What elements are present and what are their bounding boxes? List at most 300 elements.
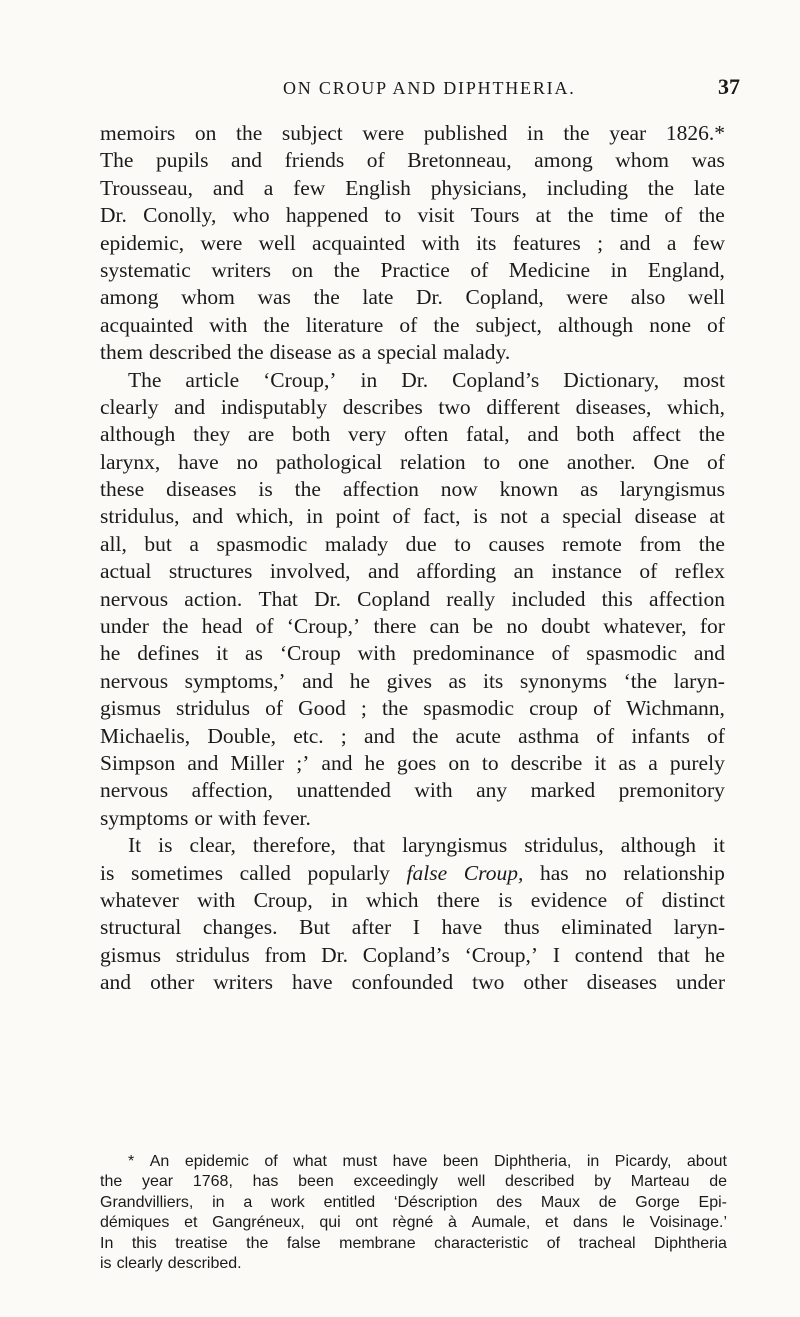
word: le [622, 1214, 635, 1232]
word: with [421, 230, 460, 255]
word: Double, [207, 723, 277, 748]
word: Dr. [314, 586, 341, 611]
word: Dr. [401, 367, 429, 392]
word: physicians, [430, 175, 527, 200]
word: as [618, 750, 637, 775]
word: about [686, 1153, 727, 1170]
word: of [593, 696, 612, 721]
word: both [576, 422, 615, 447]
word: contend [574, 942, 643, 967]
word: entitled [323, 1193, 376, 1211]
text-line [100, 695, 725, 722]
word: purely [669, 750, 725, 775]
word: both [291, 422, 331, 447]
word: nervous [100, 586, 169, 611]
word: therefore, [252, 833, 336, 858]
word: is [100, 860, 115, 885]
word: was [257, 285, 291, 310]
word: on [448, 750, 470, 775]
word: the [698, 203, 725, 228]
word: with [197, 887, 236, 912]
word: and [212, 175, 244, 200]
word: he [704, 942, 725, 967]
word: defines [137, 641, 200, 666]
word: Gorge [635, 1193, 680, 1211]
word: describes [342, 394, 423, 419]
word: gismus [100, 696, 161, 721]
word: I [552, 942, 561, 967]
word: But [299, 915, 331, 940]
word: head [201, 614, 243, 639]
word: ‘the [623, 668, 658, 693]
word: spasmodic [586, 641, 678, 666]
word: 1768, [192, 1173, 233, 1191]
text-line [100, 723, 725, 750]
word: confounded [351, 970, 454, 995]
word: described. [167, 1254, 242, 1272]
text-line [100, 640, 725, 667]
word: they [193, 422, 231, 447]
word: the [100, 1173, 123, 1191]
word: the [698, 422, 725, 447]
text-line [100, 613, 725, 640]
word: there [436, 887, 480, 912]
word: systematic [100, 257, 191, 282]
word: Tours [470, 203, 520, 228]
word: now [440, 477, 478, 502]
word: at [535, 203, 552, 228]
text-line [100, 668, 725, 695]
word: and [174, 394, 206, 419]
word: of [664, 203, 683, 228]
text-line [100, 942, 725, 969]
word: the [563, 121, 590, 145]
word: à [447, 1214, 457, 1232]
word: exceedingly [353, 1173, 438, 1191]
text-line [100, 750, 725, 777]
word: the [263, 312, 290, 337]
word: et [184, 1214, 198, 1232]
word: none [649, 312, 692, 337]
word: unattended [296, 778, 391, 803]
word: in [331, 887, 348, 912]
word: well [457, 1173, 486, 1191]
body-text [100, 120, 725, 997]
word: this [131, 1234, 157, 1252]
word: action. [184, 586, 243, 611]
word: marked [530, 778, 596, 803]
word: work [271, 1193, 305, 1211]
word: this [601, 586, 633, 611]
word: epidemic, [100, 230, 185, 255]
word: has [539, 860, 569, 885]
word: were [566, 285, 609, 310]
word: after [351, 915, 392, 940]
word: among [534, 148, 593, 173]
word: no [236, 449, 259, 474]
word: and [187, 750, 219, 775]
word: involved, [269, 559, 351, 584]
word: treatise [175, 1234, 228, 1252]
word: * [128, 1153, 135, 1170]
word: ; [340, 723, 347, 748]
word: Copland’s [362, 942, 450, 967]
word: Practice [380, 257, 450, 282]
word: writers [213, 970, 273, 995]
text-line [100, 449, 725, 476]
word: are [247, 422, 275, 447]
text-line [100, 394, 725, 421]
word: of [639, 559, 658, 584]
word: Dr. [100, 203, 127, 228]
word: laryn- [673, 915, 725, 940]
word: of [265, 696, 284, 721]
word: Gangréneux, [212, 1214, 305, 1232]
word: clearly [116, 1254, 163, 1272]
word: whatever, [603, 614, 687, 639]
word: is [498, 887, 513, 912]
word: ‘Croup [279, 641, 341, 666]
word: premonitory [618, 778, 725, 803]
word: ‘Croup,’ [286, 614, 361, 639]
word: described [505, 1173, 575, 1191]
word: I [412, 915, 420, 940]
word: which, [235, 504, 294, 529]
word: de [598, 1193, 617, 1211]
word: distinct [661, 887, 725, 912]
word: the [246, 1234, 269, 1252]
word: been [442, 1153, 479, 1170]
word: ‘Croup,’ [464, 942, 539, 967]
word: relation [399, 449, 466, 474]
word: as [448, 668, 467, 693]
word: synonyms [519, 668, 608, 693]
word: fever. [262, 805, 311, 830]
word: laryngismus [402, 833, 508, 858]
text-line [100, 805, 725, 832]
word: Dr. [321, 942, 348, 967]
word: indisputably [220, 394, 328, 419]
word: causes [488, 531, 545, 556]
word: malady. [442, 340, 511, 365]
word: the [698, 531, 725, 556]
word: the [412, 723, 439, 748]
footnote-line [100, 1172, 727, 1192]
word: although [557, 312, 634, 337]
word: remote [562, 531, 622, 556]
word: An [149, 1153, 170, 1170]
word: few [293, 175, 326, 200]
word: published [423, 121, 508, 145]
word: In [100, 1234, 114, 1252]
word: fatal, [466, 422, 510, 447]
word: Dictionary, [563, 367, 660, 392]
word: affection, [191, 778, 273, 803]
word: gismus [100, 942, 161, 967]
text-line [100, 257, 725, 284]
word: be [472, 614, 494, 639]
word: by [594, 1173, 612, 1191]
word: Diphtheria [653, 1234, 727, 1252]
footnote-line [100, 1193, 727, 1213]
word: is [473, 504, 488, 529]
word: writers [211, 257, 272, 282]
word: ‘Croup,’ [263, 367, 337, 392]
word: a [361, 340, 372, 365]
word: nervous [100, 668, 169, 693]
word: a [666, 230, 677, 255]
word: diseases [586, 970, 658, 995]
word: that [657, 942, 690, 967]
word: in [306, 504, 323, 529]
word: The [100, 148, 134, 173]
word: structural [100, 915, 182, 940]
text-line [100, 503, 725, 530]
word: well [687, 285, 725, 310]
text-line [100, 421, 725, 448]
word: thus [503, 915, 540, 940]
word: another. [566, 449, 636, 474]
word: not [500, 504, 528, 529]
word: due [405, 531, 437, 556]
word: memoirs [100, 121, 176, 145]
word: were [362, 121, 405, 145]
word: Conolly, [143, 203, 217, 228]
word: and [302, 668, 334, 693]
word: for [699, 614, 725, 639]
word: Copland, [465, 285, 544, 310]
word: the [162, 614, 189, 639]
text-line [100, 339, 725, 366]
word: point [335, 504, 380, 529]
word: spasmodic [216, 531, 308, 556]
word: and [527, 422, 559, 447]
word: there [373, 614, 417, 639]
text-line [100, 860, 725, 887]
word: who [232, 203, 270, 228]
word: as [245, 641, 263, 666]
text-line [100, 367, 725, 394]
text-line [100, 558, 725, 585]
word: Aumale, [471, 1214, 531, 1232]
word: is [258, 477, 273, 502]
word: whatever [100, 887, 179, 912]
word: affording [416, 559, 497, 584]
word: was [691, 148, 725, 173]
word: diseases [166, 477, 237, 502]
word: Epi- [698, 1193, 727, 1211]
word: with [218, 805, 257, 830]
word: disease [269, 340, 332, 365]
text-line [100, 284, 725, 311]
word: England, [647, 257, 725, 282]
word: late [362, 285, 394, 310]
word: acquainted [312, 230, 406, 255]
word: a [648, 750, 658, 775]
word: a [243, 1193, 253, 1211]
word: among [100, 285, 159, 310]
word: although [620, 833, 697, 858]
text-line [100, 120, 725, 147]
word: of [706, 449, 725, 474]
word: predominance [412, 641, 535, 666]
word: eliminated [561, 915, 653, 940]
word: is [158, 833, 173, 858]
word: as [580, 477, 598, 502]
text-line [100, 531, 725, 558]
word: all, [100, 531, 127, 556]
word: of [707, 312, 725, 337]
word: Copland [357, 586, 431, 611]
word: goes [396, 750, 437, 775]
word: of [596, 723, 615, 748]
word: is [100, 1254, 112, 1272]
word: of [707, 723, 725, 748]
word: no [585, 860, 607, 885]
word: special [562, 504, 623, 529]
word: with [209, 312, 248, 337]
word: popularly [307, 860, 390, 885]
word: infants [631, 723, 690, 748]
word: at [709, 504, 725, 529]
word: malady [324, 531, 389, 556]
word: to [483, 449, 501, 474]
word: It [128, 833, 142, 858]
text-line [100, 914, 725, 941]
word: laryn- [673, 668, 725, 693]
text-line [100, 202, 725, 229]
word: with [414, 778, 453, 803]
word: Dr. [416, 285, 443, 310]
word: whom [615, 148, 669, 173]
word: and [368, 559, 400, 584]
word: to [481, 750, 499, 775]
word: spasmodic [423, 696, 515, 721]
word: stridulus, [100, 504, 180, 529]
word: dans [573, 1214, 608, 1232]
word: under [676, 970, 725, 995]
footnote [100, 1152, 727, 1274]
word: of [470, 257, 489, 282]
word: Copland’s [452, 367, 540, 392]
word: affection [342, 477, 419, 502]
word: called [239, 860, 291, 885]
word: what [293, 1153, 327, 1170]
word: including [546, 175, 628, 200]
word: has [252, 1173, 279, 1191]
text-line [100, 147, 725, 174]
word: Miller [230, 750, 285, 775]
word: Wichmann, [626, 696, 725, 721]
word: false [286, 1234, 321, 1252]
word: whom [181, 285, 235, 310]
word: which, [667, 394, 725, 419]
word: affection [648, 586, 725, 611]
word: diseases, [575, 394, 652, 419]
word: of [392, 504, 411, 529]
word: characteristic [434, 1234, 529, 1252]
word: instance [551, 559, 622, 584]
word: or [194, 805, 213, 830]
word: larynx, [100, 449, 161, 474]
word: have [291, 970, 333, 995]
word: changes. [202, 915, 278, 940]
text-line [100, 230, 725, 257]
word: croup [529, 696, 579, 721]
word: it [594, 750, 607, 775]
word: sometimes [130, 860, 223, 885]
word: qui [319, 1214, 341, 1232]
word: symptoms,’ [184, 668, 286, 693]
word: literature [305, 312, 384, 337]
word: the [333, 257, 360, 282]
word: have [392, 1153, 428, 1170]
word: which [366, 887, 419, 912]
word: evidence [530, 887, 608, 912]
word: describe [510, 750, 583, 775]
word: a [540, 504, 550, 529]
word: that [352, 833, 386, 858]
word: and [693, 641, 725, 666]
word: different [486, 394, 560, 419]
word: stridulus, [524, 833, 604, 858]
word: very [348, 422, 387, 447]
word: happened [285, 203, 369, 228]
word: and [619, 230, 651, 255]
word: laryngismus [619, 477, 725, 502]
text-line [100, 175, 725, 202]
word: of [625, 887, 644, 912]
word: few [692, 230, 725, 255]
word: but [144, 531, 172, 556]
running-title: ON CROUP AND DIPHTHERIA. [283, 78, 576, 98]
word: clearly [100, 394, 159, 419]
word: clear, [189, 833, 236, 858]
word: he [364, 750, 385, 775]
word: of [546, 1234, 561, 1252]
word: he [100, 641, 121, 666]
page-number: 37 [718, 74, 740, 99]
word: Grandvilliers, [100, 1193, 194, 1211]
word: and [100, 970, 132, 995]
word: in [526, 121, 544, 145]
word: the [237, 340, 264, 365]
text-line [100, 777, 725, 804]
word: reflex [674, 559, 725, 584]
footnote-line [100, 1213, 727, 1233]
word: 1826.* [665, 121, 725, 145]
word: acquainted [100, 312, 194, 337]
word: Croup, [253, 887, 313, 912]
word: a [263, 175, 274, 200]
word: two [472, 970, 505, 995]
word: its [476, 230, 497, 255]
word: the [567, 203, 594, 228]
word: and [363, 723, 395, 748]
word: nervous [100, 778, 169, 803]
word: to [384, 203, 402, 228]
word: on [194, 121, 217, 145]
word: to [454, 531, 471, 556]
word: Picardy, [614, 1153, 672, 1170]
word: it [713, 833, 725, 858]
word: have [178, 449, 219, 474]
word: de [709, 1173, 727, 1191]
word: Good [298, 696, 346, 721]
word: the [313, 285, 340, 310]
word: asthma [518, 723, 580, 748]
word: of [551, 641, 570, 666]
